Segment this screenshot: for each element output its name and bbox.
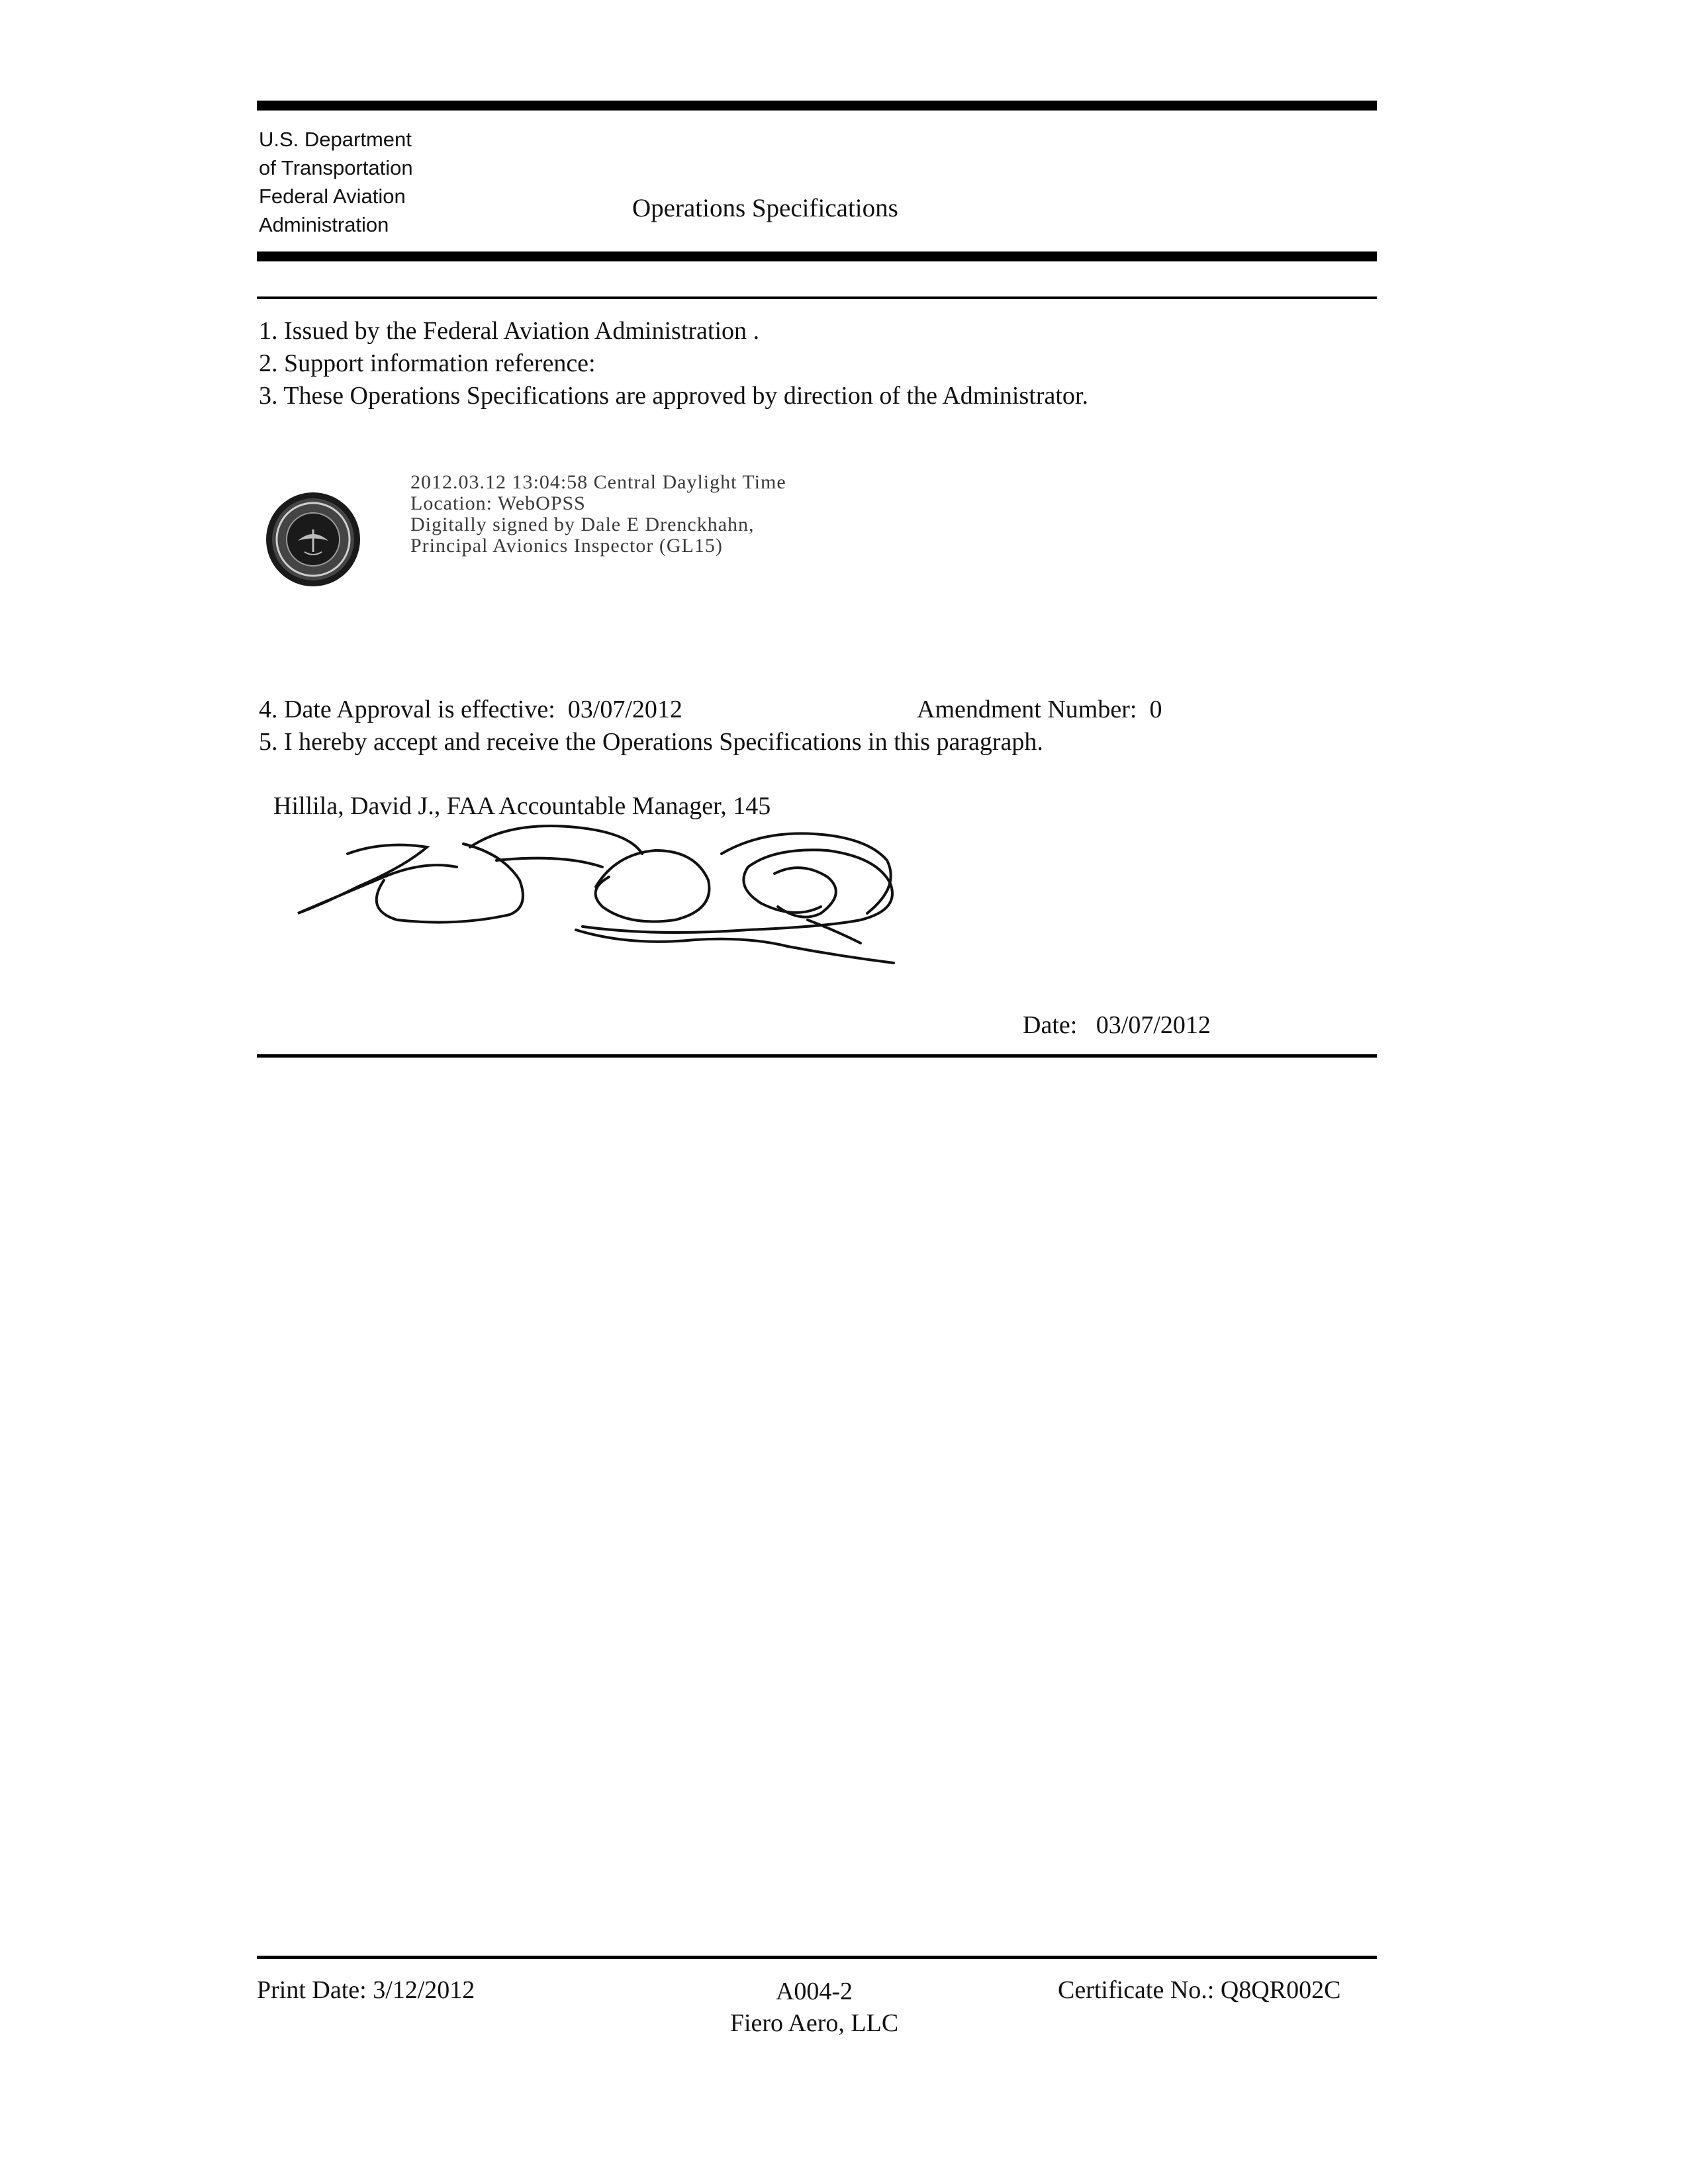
item-2: 2. Support information reference: xyxy=(259,349,596,377)
signature-timestamp: 2012.03.12 13:04:58 Central Daylight Time xyxy=(410,471,786,493)
page-identifier: A004-2 xyxy=(775,1978,853,2005)
digital-signature-block xyxy=(410,472,786,557)
amendment-number xyxy=(917,695,1162,724)
faa-seal-icon xyxy=(265,491,361,588)
company-name: Fiero Aero, LLC xyxy=(729,2009,899,2037)
print-date: Print Date: 3/12/2012 xyxy=(257,1976,475,2004)
header-bottom-rule xyxy=(257,251,1377,261)
agency-line-4: Administration xyxy=(259,213,389,236)
agency-line-1: U.S. Department xyxy=(259,128,412,151)
date-label: Date: xyxy=(1023,1011,1078,1039)
item-3: 3. These Operations Specifications are approved by direction of the Administrator. xyxy=(259,382,1088,410)
item-1: 1. Issued by the Federal Aviation Administration . xyxy=(259,317,760,345)
signature-location: Location: WebOPSS xyxy=(410,492,586,514)
effective-date-value: 03/07/2012 xyxy=(567,696,682,723)
effective-date-label: 4. Date Approval is effective: xyxy=(259,696,555,723)
item-4 xyxy=(259,695,682,724)
agency-line-2: of Transportation xyxy=(259,156,413,179)
section-bottom-rule xyxy=(257,1054,1377,1058)
signature-signer: Digitally signed by Dale E Drenckhahn, xyxy=(410,514,755,535)
amendment-label: Amendment Number: xyxy=(917,696,1137,723)
page-title: Operations Specifications xyxy=(632,194,898,222)
signature-role: Principal Avionics Inspector (GL15) xyxy=(410,535,723,557)
certificate-number: Certificate No.: Q8QR002C xyxy=(1058,1976,1341,2004)
item-5: 5. I hereby accept and receive the Operations Specifications in this paragraph. xyxy=(259,728,1043,756)
footer-center xyxy=(722,1976,907,2039)
date-value: 03/07/2012 xyxy=(1096,1011,1211,1039)
accountable-manager: Hillila, David J., FAA Accountable Manager, 145 xyxy=(273,792,771,820)
agency-line-3: Federal Aviation xyxy=(259,185,406,208)
handwritten-signature xyxy=(285,814,1033,973)
approval-items xyxy=(259,315,1088,412)
section-top-rule xyxy=(257,296,1377,299)
acceptance-date xyxy=(1023,1011,1211,1040)
amendment-value: 0 xyxy=(1149,696,1162,723)
agency-name xyxy=(259,125,471,239)
footer-rule xyxy=(257,1956,1377,1959)
header-top-rule xyxy=(257,101,1377,111)
